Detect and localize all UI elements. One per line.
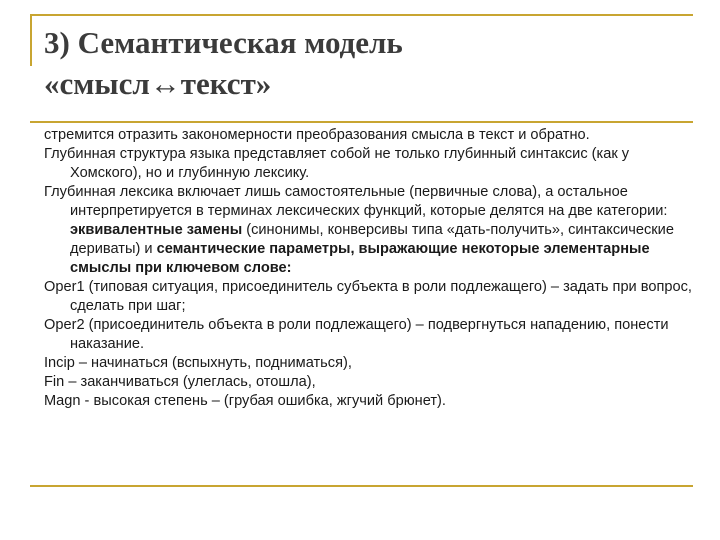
paragraph-intro: стремится отразить закономерности преобразования смысла в текст и обратно.: [44, 127, 590, 143]
paragraph-fin: Fin – заканчиваться (улеглась, отошла),: [44, 374, 316, 390]
deep-lexicon-text: Глубинная лексика включает лишь самостоятельные (первичные слова), а остальное интерпретируется в терминах лексических функций, которые делятся на две категории:: [44, 184, 668, 219]
semantic-parameters-term: семантические параметры, выражающие некоторые элементарные смыслы при ключевом слове:: [70, 241, 650, 276]
title-divider: [30, 121, 693, 123]
frame-vertical-line: [30, 14, 32, 66]
paragraph-deep-lexicon: [44, 183, 694, 278]
paragraph-deep-structure: Глубинная структура языка представляет собой не только глубинный синтаксис (как у Хомского), но и глубинную лексику.: [44, 146, 630, 181]
paragraph-incip: Incip – начинаться (вспыхнуть, подниматься),: [44, 355, 352, 371]
slide-title: [44, 22, 694, 104]
paragraph-magn: Magn - высокая степень – (грубая ошибка, жгучий брюнет).: [44, 393, 446, 409]
slide-body: [44, 126, 694, 411]
equivalent-replacements-examples: (синонимы, конверсивы типа «дать-получить», синтаксические дериваты) и: [70, 222, 674, 257]
title-line-1: 3) Семантическая модель: [44, 25, 403, 60]
paragraph-oper2: Oper2 (присоединитель объекта в роли подлежащего) – подвергнуться нападению, понести наказание.: [44, 317, 669, 352]
footer-divider: [30, 485, 693, 487]
paragraph-oper1: Oper1 (типовая ситуация, присоединитель субъекта в роли подлежащего) – задать при вопрос, сделать при шаг;: [44, 279, 692, 314]
frame-top-line: [30, 14, 693, 16]
title-line-2: «смысл↔текст»: [44, 66, 272, 101]
equivalent-replacements-term: эквивалентные замены: [70, 222, 243, 238]
